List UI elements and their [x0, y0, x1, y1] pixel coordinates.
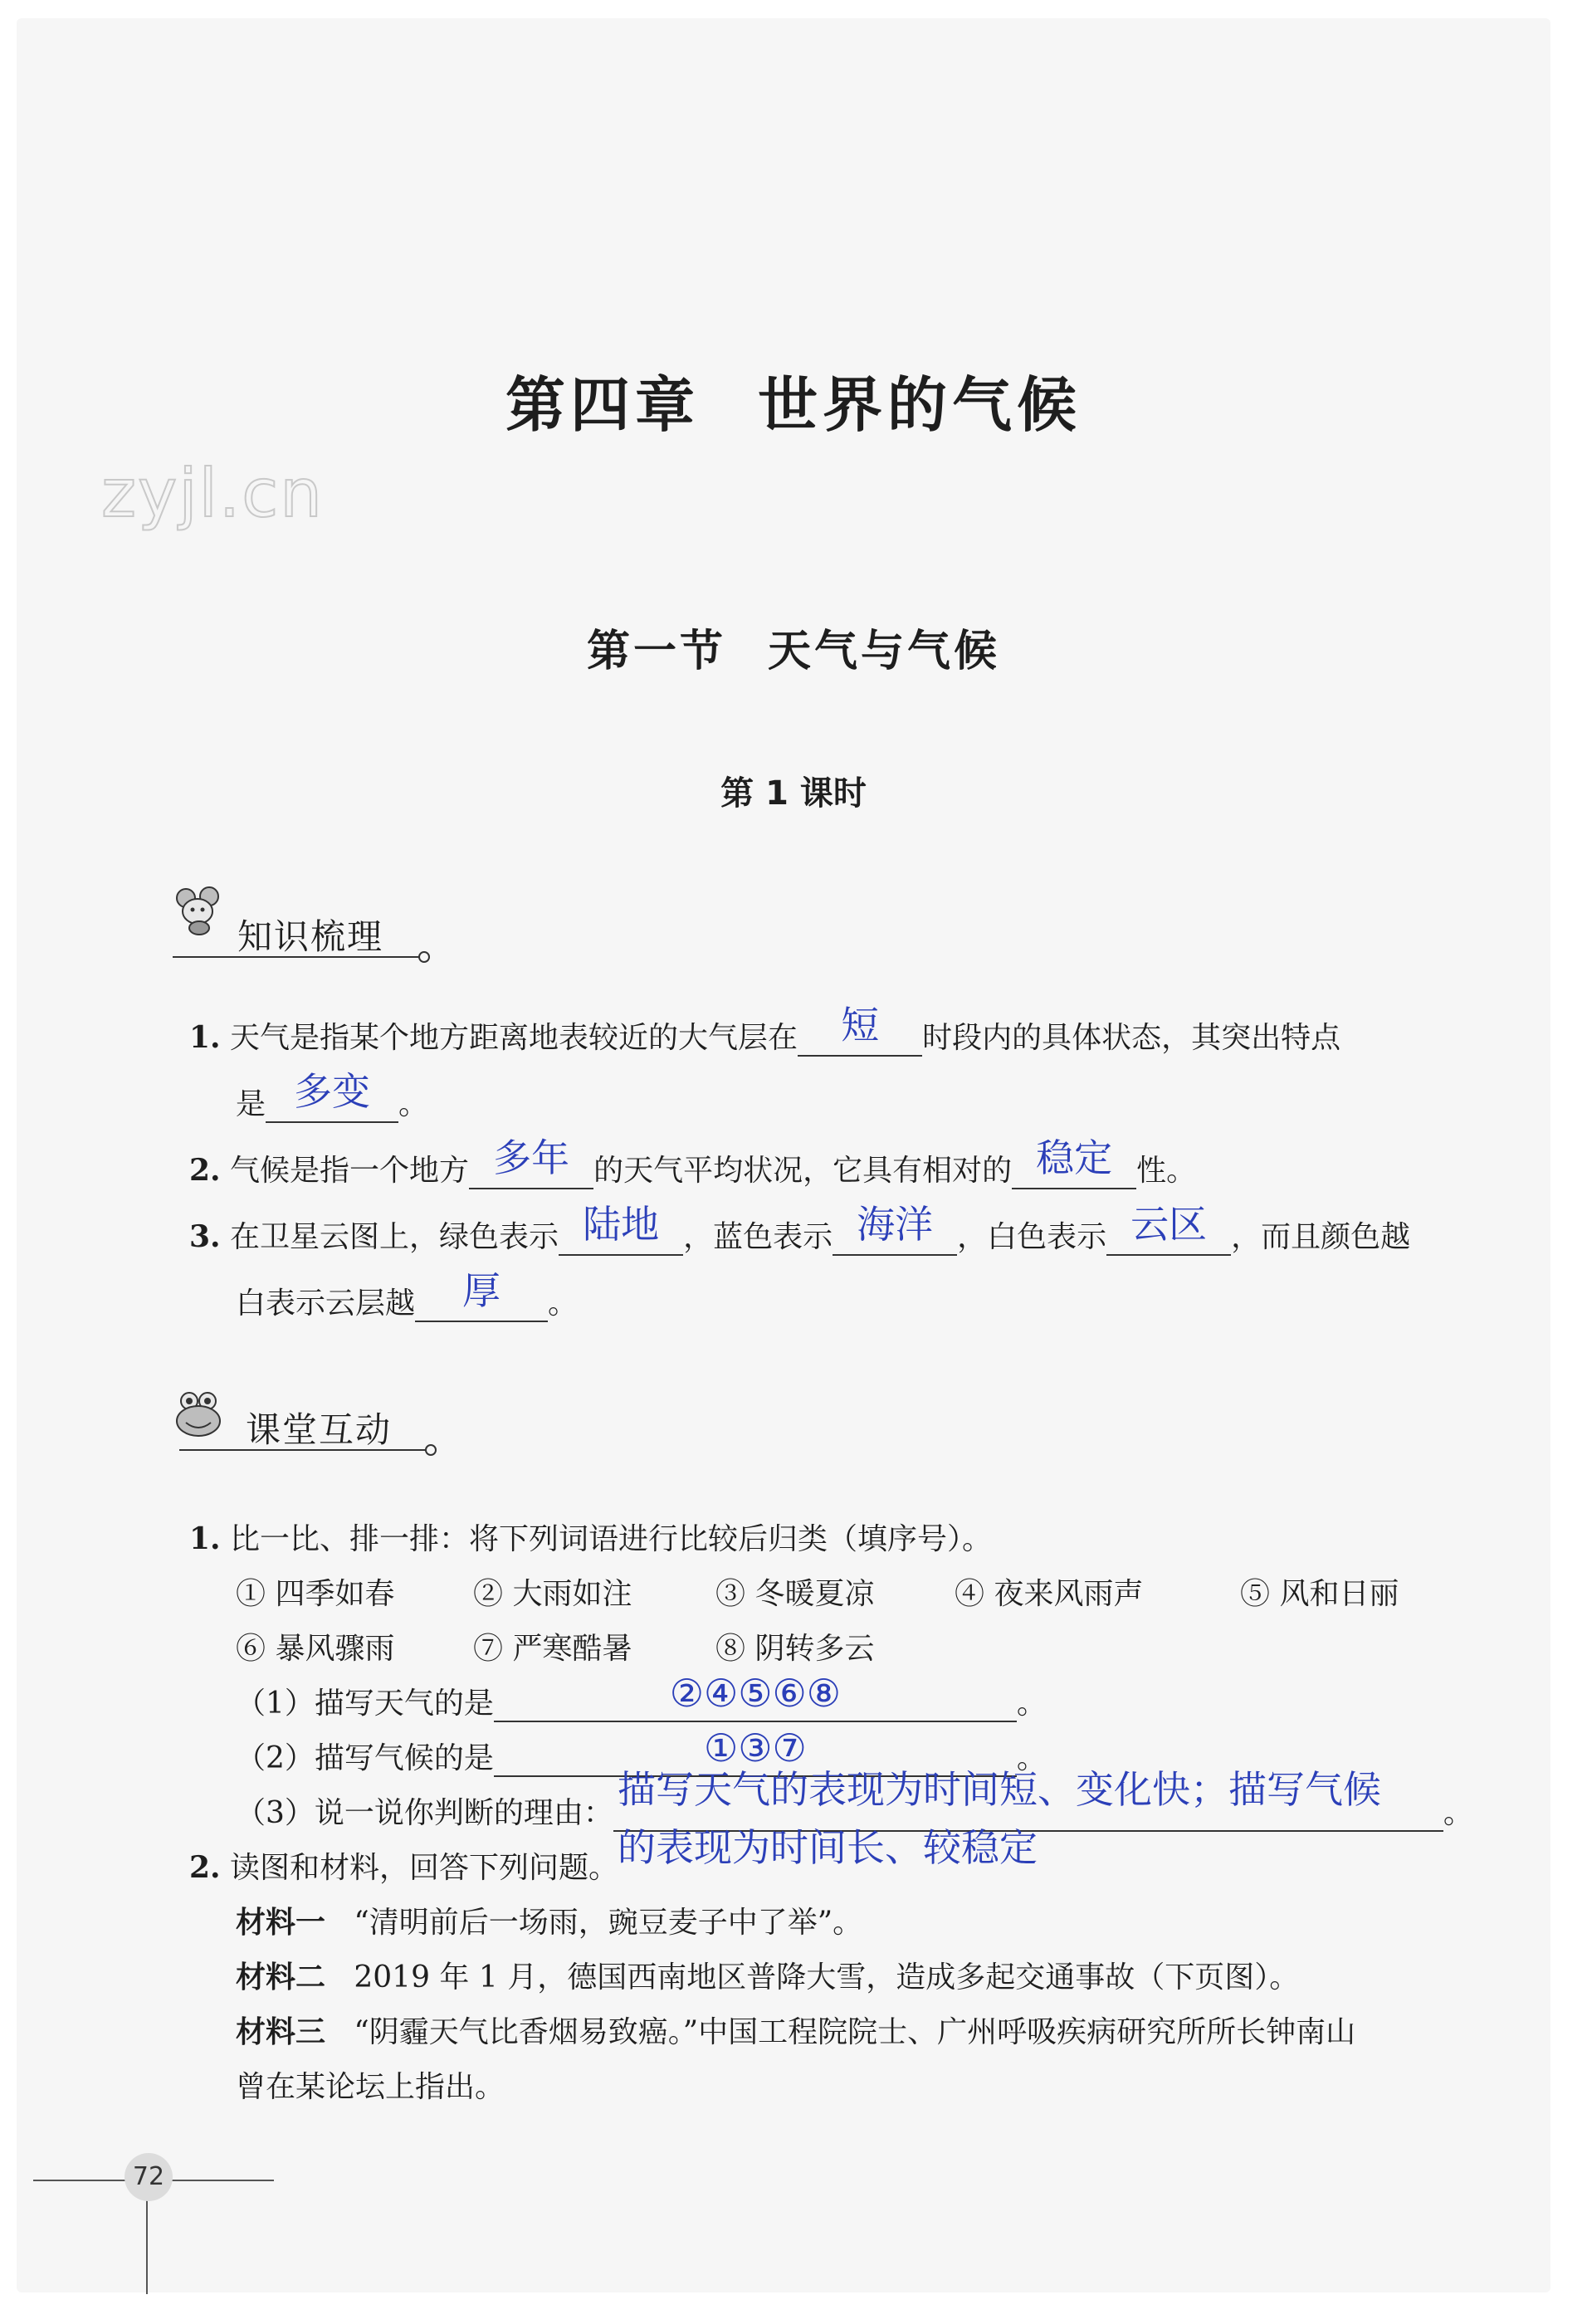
question-number: 1. [189, 1020, 221, 1055]
knowledge-heading-underline [173, 956, 422, 958]
answer-blank[interactable] [1012, 1135, 1136, 1189]
question-text: 性。 [1136, 1154, 1197, 1188]
material-1 [236, 1899, 862, 1941]
question-text: 的天气平均状况，它具有相对的 [593, 1154, 1013, 1188]
handwritten-answer: 厚 [462, 1268, 501, 1313]
question-text: ，而且颜色越 [1231, 1220, 1411, 1254]
question-number: 3. [189, 1219, 221, 1254]
handwritten-answer: ②④⑤⑥⑧ [669, 1671, 841, 1716]
chapter-number: 第四章 [505, 370, 700, 440]
sub-question-label: （2）描写气候的是 [236, 1741, 494, 1775]
question-text: 比一比、排一排：将下列词语进行比较后归类（填序号）。 [230, 1522, 993, 1556]
question-text: 白表示云层越 [236, 1286, 416, 1321]
answer-blank[interactable] [1106, 1202, 1231, 1256]
period: 。 [1443, 1796, 1473, 1830]
option-7: ⑦ 严寒酷暑 [473, 1632, 632, 1666]
answer-blank[interactable] [266, 1069, 398, 1123]
handwritten-reason-line-1: 描写天气的表现为时间短、变化快；描写气候 [618, 1767, 1381, 1812]
question-text: 时段内的具体状态，其突出特点 [922, 1021, 1341, 1055]
chapter-title [0, 357, 1587, 443]
handwritten-reason-line-2: 的表现为时间长、较稳定 [618, 1825, 1038, 1870]
mouse-mascot-icon [173, 886, 227, 936]
handwritten-answer: 云区 [1130, 1202, 1208, 1247]
classroom-heading: 课堂互动 [246, 1409, 393, 1450]
question-text: 。 [398, 1087, 429, 1121]
question-text: ，白色表示 [957, 1220, 1107, 1254]
sub-question-1 [236, 1671, 1047, 1722]
answer-blank[interactable] [494, 1671, 1017, 1722]
knowledge-question-3 [189, 1202, 1411, 1256]
handwritten-answer: 多年 [493, 1135, 570, 1180]
knowledge-heading-dot [418, 951, 430, 963]
option-3: ③ 冬暖夏凉 [715, 1577, 875, 1611]
material-label: 材料一 [236, 1906, 326, 1940]
material-3 [236, 2009, 1355, 2051]
material-text: “清明前后一场雨，豌豆麦子中了举”。 [354, 1906, 863, 1940]
answer-blank[interactable] [559, 1202, 683, 1256]
question-text: 气候是指一个地方 [230, 1154, 470, 1188]
question-text: 读图和材料，回答下列问题。 [230, 1851, 619, 1885]
question-text: 天气是指某个地方距离地表较近的大气层在 [230, 1021, 798, 1055]
question-text: 在卫星云图上，绿色表示 [230, 1220, 559, 1254]
knowledge-question-1-cont [236, 1069, 429, 1123]
frog-mascot-icon [173, 1389, 227, 1439]
chapter-name: 世界的气候 [758, 370, 1082, 440]
material-2 [236, 1954, 1299, 1996]
lesson-title: 第 1 课时 [720, 774, 867, 813]
question-text: ，蓝色表示 [683, 1220, 833, 1254]
handwritten-answer: 短 [841, 1003, 880, 1047]
material-label: 材料三 [236, 2015, 326, 2049]
section-title [0, 616, 1587, 678]
answer-blank[interactable] [833, 1202, 957, 1256]
question-number: 1. [189, 1521, 221, 1556]
sub-question-label: （3）说一说你判断的理由： [236, 1796, 613, 1830]
option-6: ⑥ 暴风骤雨 [236, 1632, 395, 1666]
classroom-heading-underline [179, 1449, 428, 1451]
watermark: zyjl.cn [101, 455, 324, 532]
classroom-question-1 [189, 1516, 992, 1558]
option-1: ① 四季如春 [236, 1577, 395, 1611]
question-number: 2. [189, 1850, 221, 1885]
handwritten-answer: 稳定 [1036, 1135, 1113, 1180]
knowledge-question-3-cont [236, 1268, 579, 1322]
handwritten-answer: 多变 [294, 1069, 371, 1114]
section-number: 第一节 [586, 626, 726, 676]
handwritten-answer: 海洋 [857, 1202, 934, 1247]
material-text: 2019 年 1 月，德国西南地区普降大雪，造成多起交通事故（下页图）。 [354, 1960, 1300, 1994]
period: 。 [1016, 1741, 1047, 1775]
period: 。 [1016, 1687, 1047, 1721]
answer-blank[interactable] [469, 1135, 593, 1189]
question-text: 是 [236, 1087, 266, 1121]
question-number: 2. [189, 1153, 221, 1188]
material-label: 材料二 [236, 1960, 326, 1994]
classroom-heading-dot [425, 1444, 437, 1456]
option-5: ⑤ 风和日丽 [1240, 1577, 1399, 1611]
option-4: ④ 夜来风雨声 [955, 1577, 1144, 1611]
handwritten-answer: ①③⑦ [704, 1726, 807, 1770]
page-number: 72 [125, 2153, 173, 2201]
answer-blank[interactable] [415, 1268, 548, 1322]
handwritten-answer: 陆地 [583, 1202, 660, 1247]
answer-blank[interactable] [798, 1003, 922, 1057]
option-8: ⑧ 阴转多云 [715, 1632, 875, 1666]
option-2: ② 大雨如注 [473, 1577, 632, 1611]
sub-question-label: （1）描写天气的是 [236, 1687, 494, 1721]
question-text: 。 [548, 1286, 579, 1321]
material-text: “阴霾天气比香烟易致癌。”中国工程院院士、广州呼吸疾病研究所所长钟南山 [354, 2015, 1356, 2049]
classroom-question-2 [189, 1844, 618, 1887]
material-3-cont: 曾在某论坛上指出。 [236, 2070, 505, 2104]
knowledge-heading: 知识梳理 [237, 916, 384, 957]
knowledge-question-2 [189, 1135, 1197, 1189]
section-name: 天气与气候 [768, 626, 1001, 676]
knowledge-question-1 [189, 1003, 1341, 1057]
